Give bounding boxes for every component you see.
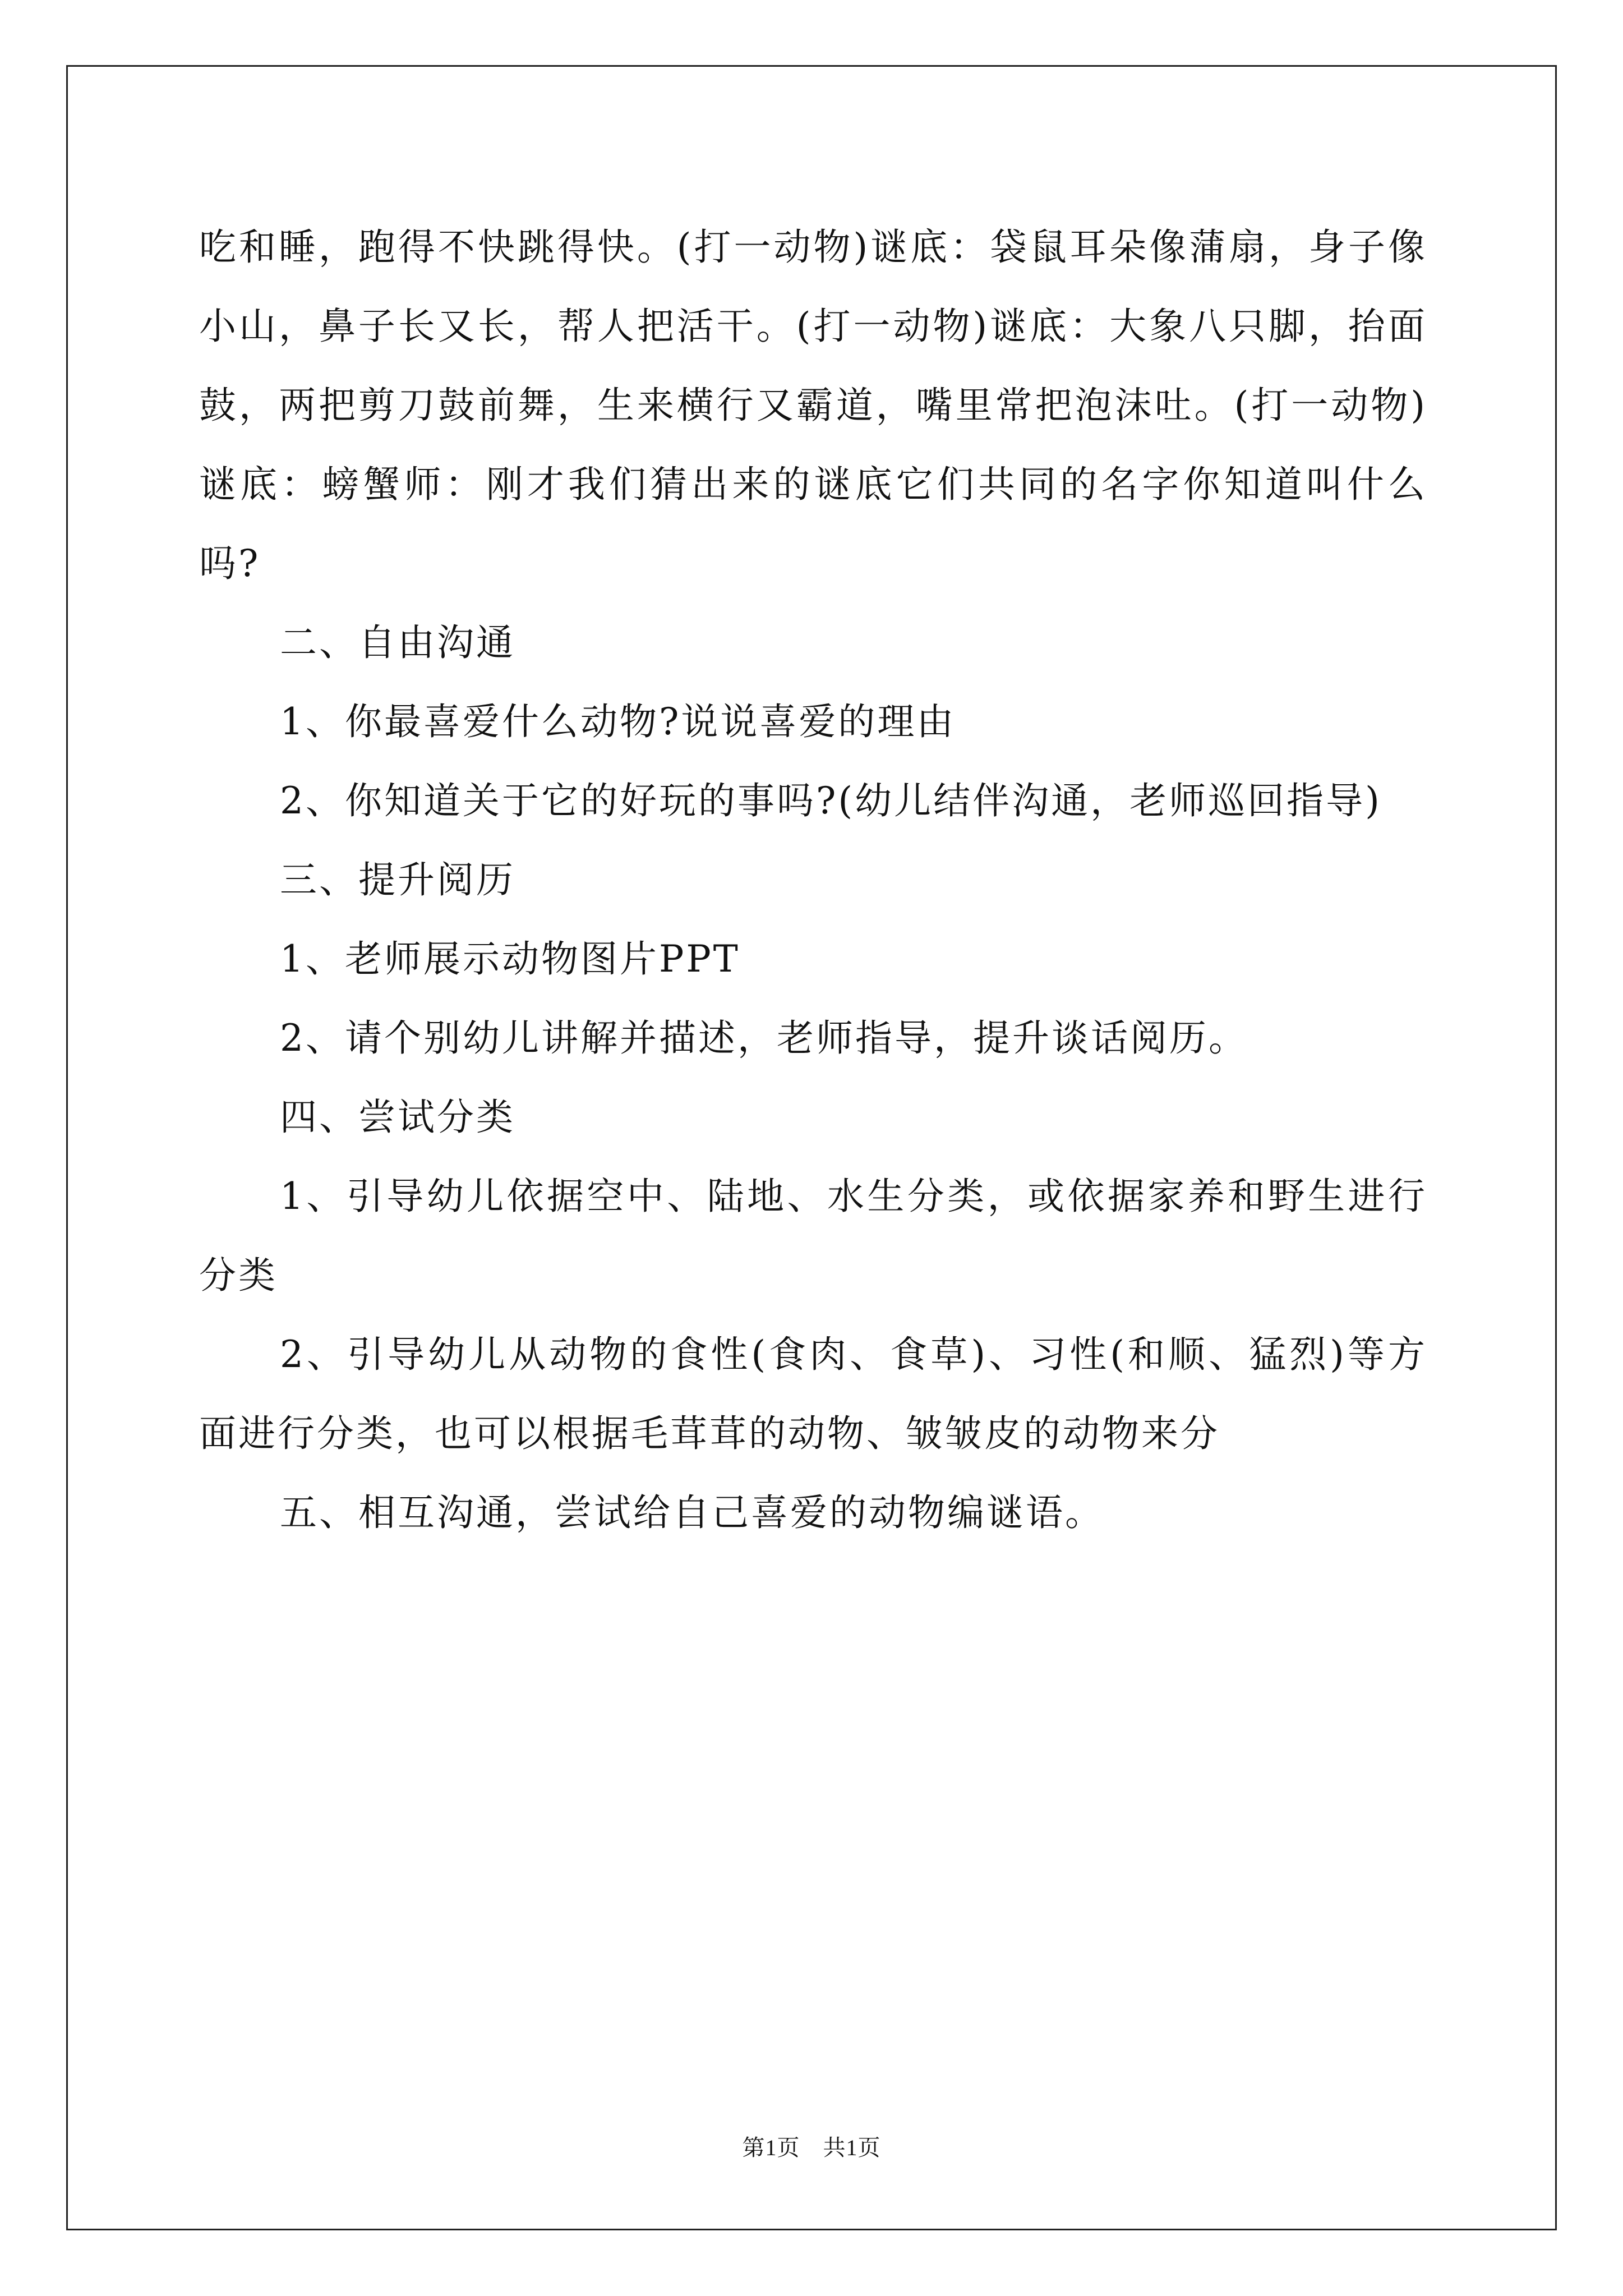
heading-improve-experience: 三、提升阅历: [280, 858, 515, 901]
list-item: 1、老师展示动物图片PPT: [280, 937, 740, 981]
page-number: 第1页 共1页: [742, 2135, 881, 2160]
list-item: 2、引导幼儿从动物的食性(食肉、食草)、习性(和顺、猛烈)等方面进行分类，也可以根据毛茸茸的动物、皱皱皮的动物来分: [199, 1333, 1427, 1455]
list-item: 2、你知道关于它的好玩的事吗?(幼儿结伴沟通，老师巡回指导): [280, 779, 1382, 822]
list-item: 2、请个别幼儿讲解并描述，老师指导，提升谈话阅历。: [280, 1016, 1248, 1060]
heading-mutual-communication: 五、相互沟通，尝试给自己喜爱的动物编谜语。: [280, 1491, 1104, 1534]
document-body: [199, 208, 1427, 1552]
paragraph-riddles: 吃和睡，跑得不快跳得快。(打一动物)谜底：袋鼠耳朵像蒲扇，身子像小山，鼻子长又长，帮人把活干。(打一动物)谜底：大象八只脚，抬面鼓，两把剪刀鼓前舞，生来横行又霸道，嘴里常把泡沫吐。(打一动物)谜底：螃蟹师：刚才我们猜出来的谜底它们共同的名字你知道叫什么吗?: [199, 226, 1427, 585]
list-item: 1、你最喜爱什么动物?说说喜爱的理由: [280, 700, 956, 743]
list-item: 1、引导幼儿依据空中、陆地、水生分类，或依据家养和野生进行分类: [199, 1175, 1427, 1297]
heading-try-classification: 四、尝试分类: [280, 1096, 515, 1139]
heading-free-communication: 二、自由沟通: [280, 621, 515, 664]
